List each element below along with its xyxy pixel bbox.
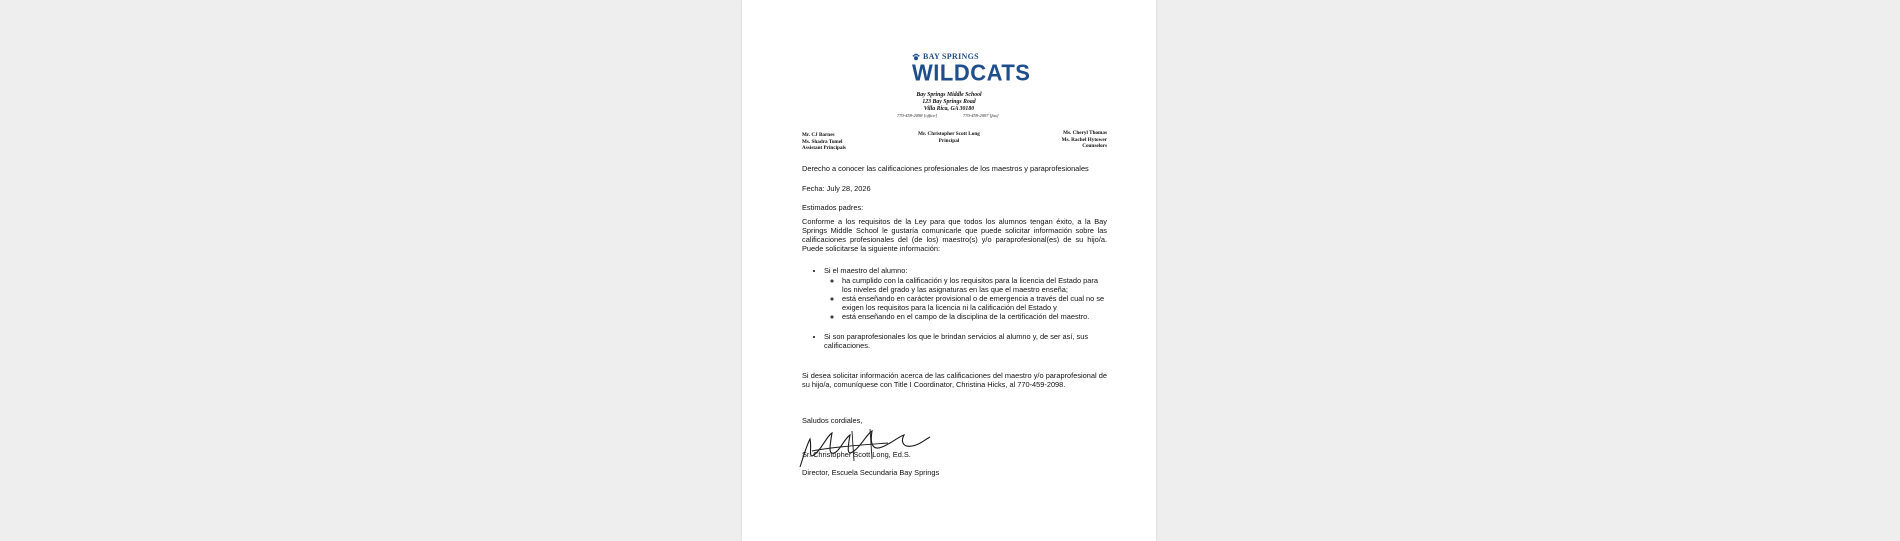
phone-fax: 770-459-2097 [fax] xyxy=(963,113,999,118)
signer-name: Sr. Christopher Scott Long, Ed.S. xyxy=(802,450,911,459)
letter-intro: Conforme a los requisitos de la Ley para que todos los alumnos tengan éxito, a la Bay Springs Middle School le gustaría comunicarle que puede solicitar información sobre las calificaciones profesionales del (de los) maestro(s) y/o paraprofesional(es) de su hijo/a. Puede solicitarse la siguiente información: xyxy=(802,217,1107,254)
staff-role: Assistant Principals xyxy=(802,145,846,152)
letter-closing: Si desea solicitar información acerca de las calificaciones del maestro y/o paraprofesional de su hijo/a, comuníquese con Title I Coordinator, Christina Hicks, al 770-459-2098. xyxy=(802,371,1107,390)
phone-office: 770-459-2098 [office] xyxy=(897,113,938,118)
staff-name: Mr. CJ Barnes xyxy=(802,132,835,138)
signature-image xyxy=(792,425,932,473)
counselors xyxy=(1012,130,1107,150)
school-street: 123 Bay Springs Road xyxy=(922,99,976,105)
school-logo: WILDCATS xyxy=(912,59,1031,86)
assistant-principals xyxy=(802,132,846,152)
staff-name: Ms. Rachel Hytower xyxy=(1061,136,1107,143)
bullet-text: Si el maestro del alumno: xyxy=(824,266,908,275)
logo-top-text: BAY SPRINGS xyxy=(923,52,979,61)
staff-role: Principal xyxy=(938,137,960,144)
signer-title: Director, Escuela Secundaria Bay Springs xyxy=(802,468,940,477)
staff-role: Counselors xyxy=(1082,143,1107,150)
sub-list-item: ◦ ha cumplido con la calificación y los requisitos para la licencia del Estado para los niveles del grado y las asignaturas en las que el maestro enseña; xyxy=(842,276,1107,294)
list-item xyxy=(824,266,1107,322)
staff-name: Ms. Shadra Tomel xyxy=(802,138,843,145)
letter-regards: Saludos cordiales, xyxy=(802,416,863,425)
school-name: Bay Springs Middle School xyxy=(916,92,982,98)
principal-block xyxy=(892,131,1006,144)
staff-name: Ms. Cheryl Thomas xyxy=(1063,130,1107,136)
letter-date: Fecha: July 28, 2026 xyxy=(802,184,871,193)
list-item: • Si son paraprofesionales los que le brindan servicios al alumno y, de ser así, sus calificaciones. xyxy=(824,332,1107,350)
sub-list-item: ◦ está enseñando en carácter provisional o de emergencia a través del cual no se exigen los requisitos para la licencia ni la calificación del Estado y xyxy=(842,294,1107,312)
sub-list-item: ◦ está enseñando en el campo de la disciplina de la certificación del maestro. xyxy=(842,312,1107,321)
info-list xyxy=(802,266,1107,350)
letter-page xyxy=(742,0,1156,541)
school-city: Villa Rica, GA 30180 xyxy=(923,106,975,112)
staff-name: Mr. Christopher Scott Long xyxy=(918,131,980,137)
letter-subject: Derecho a conocer las calificaciones profesionales de los maestros y paraprofesionales xyxy=(802,164,1089,173)
letter-salutation: Estimados padres: xyxy=(802,203,864,212)
